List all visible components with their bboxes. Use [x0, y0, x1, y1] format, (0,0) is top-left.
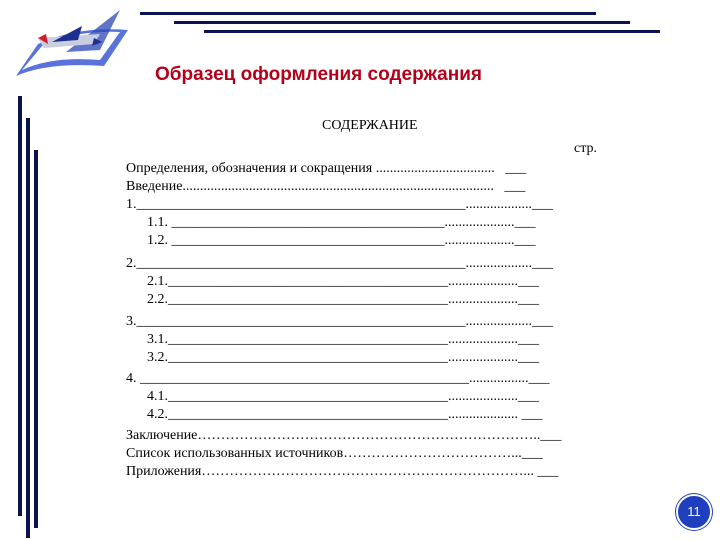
- toc-line: 2._______________________________________________...................___: [126, 256, 553, 271]
- page-number-badge: 11: [676, 494, 712, 530]
- top-divider-line: [204, 30, 660, 33]
- toc-line: Заключение………………………………………………………………..___: [126, 428, 562, 443]
- toc-line: 2.1.________________________________________....................___: [126, 274, 539, 289]
- toc-line: Список использованных источников………………………………...___: [126, 446, 543, 461]
- toc-line: Определения, обозначения и сокращения .................................. ___: [126, 161, 527, 176]
- left-divider-line: [34, 150, 38, 528]
- top-divider-line: [174, 21, 630, 24]
- left-divider-line: [26, 118, 30, 538]
- toc-line: 3.1.________________________________________....................___: [126, 332, 539, 347]
- toc-line: 1.2. _______________________________________....................___: [126, 233, 536, 248]
- slide-title: Образец оформления содержания: [155, 64, 482, 85]
- contents-heading: СОДЕРЖАНИЕ: [322, 118, 418, 133]
- toc-line: 2.2.________________________________________....................___: [126, 292, 539, 307]
- toc-line: 4.1.________________________________________....................___: [126, 389, 539, 404]
- airplane-book-logo-icon: [8, 4, 132, 84]
- toc-line: Введение......................................................................................... ___: [126, 179, 526, 194]
- toc-line: 1._______________________________________________...................___: [126, 197, 553, 212]
- left-divider-line: [18, 96, 22, 516]
- top-divider-line: [140, 12, 596, 15]
- toc-line: Приложения……………………………………………………………... ___: [126, 464, 559, 479]
- page-column-label: стр.: [574, 141, 598, 156]
- toc-line: 4. _______________________________________________.................___: [126, 371, 550, 386]
- toc-line: 3._______________________________________________...................___: [126, 314, 553, 329]
- toc-line: 1.1. _______________________________________....................___: [126, 215, 536, 230]
- toc-line: 3.2.________________________________________....................___: [126, 350, 539, 365]
- toc-line: 4.2.________________________________________.................... ___: [126, 407, 543, 422]
